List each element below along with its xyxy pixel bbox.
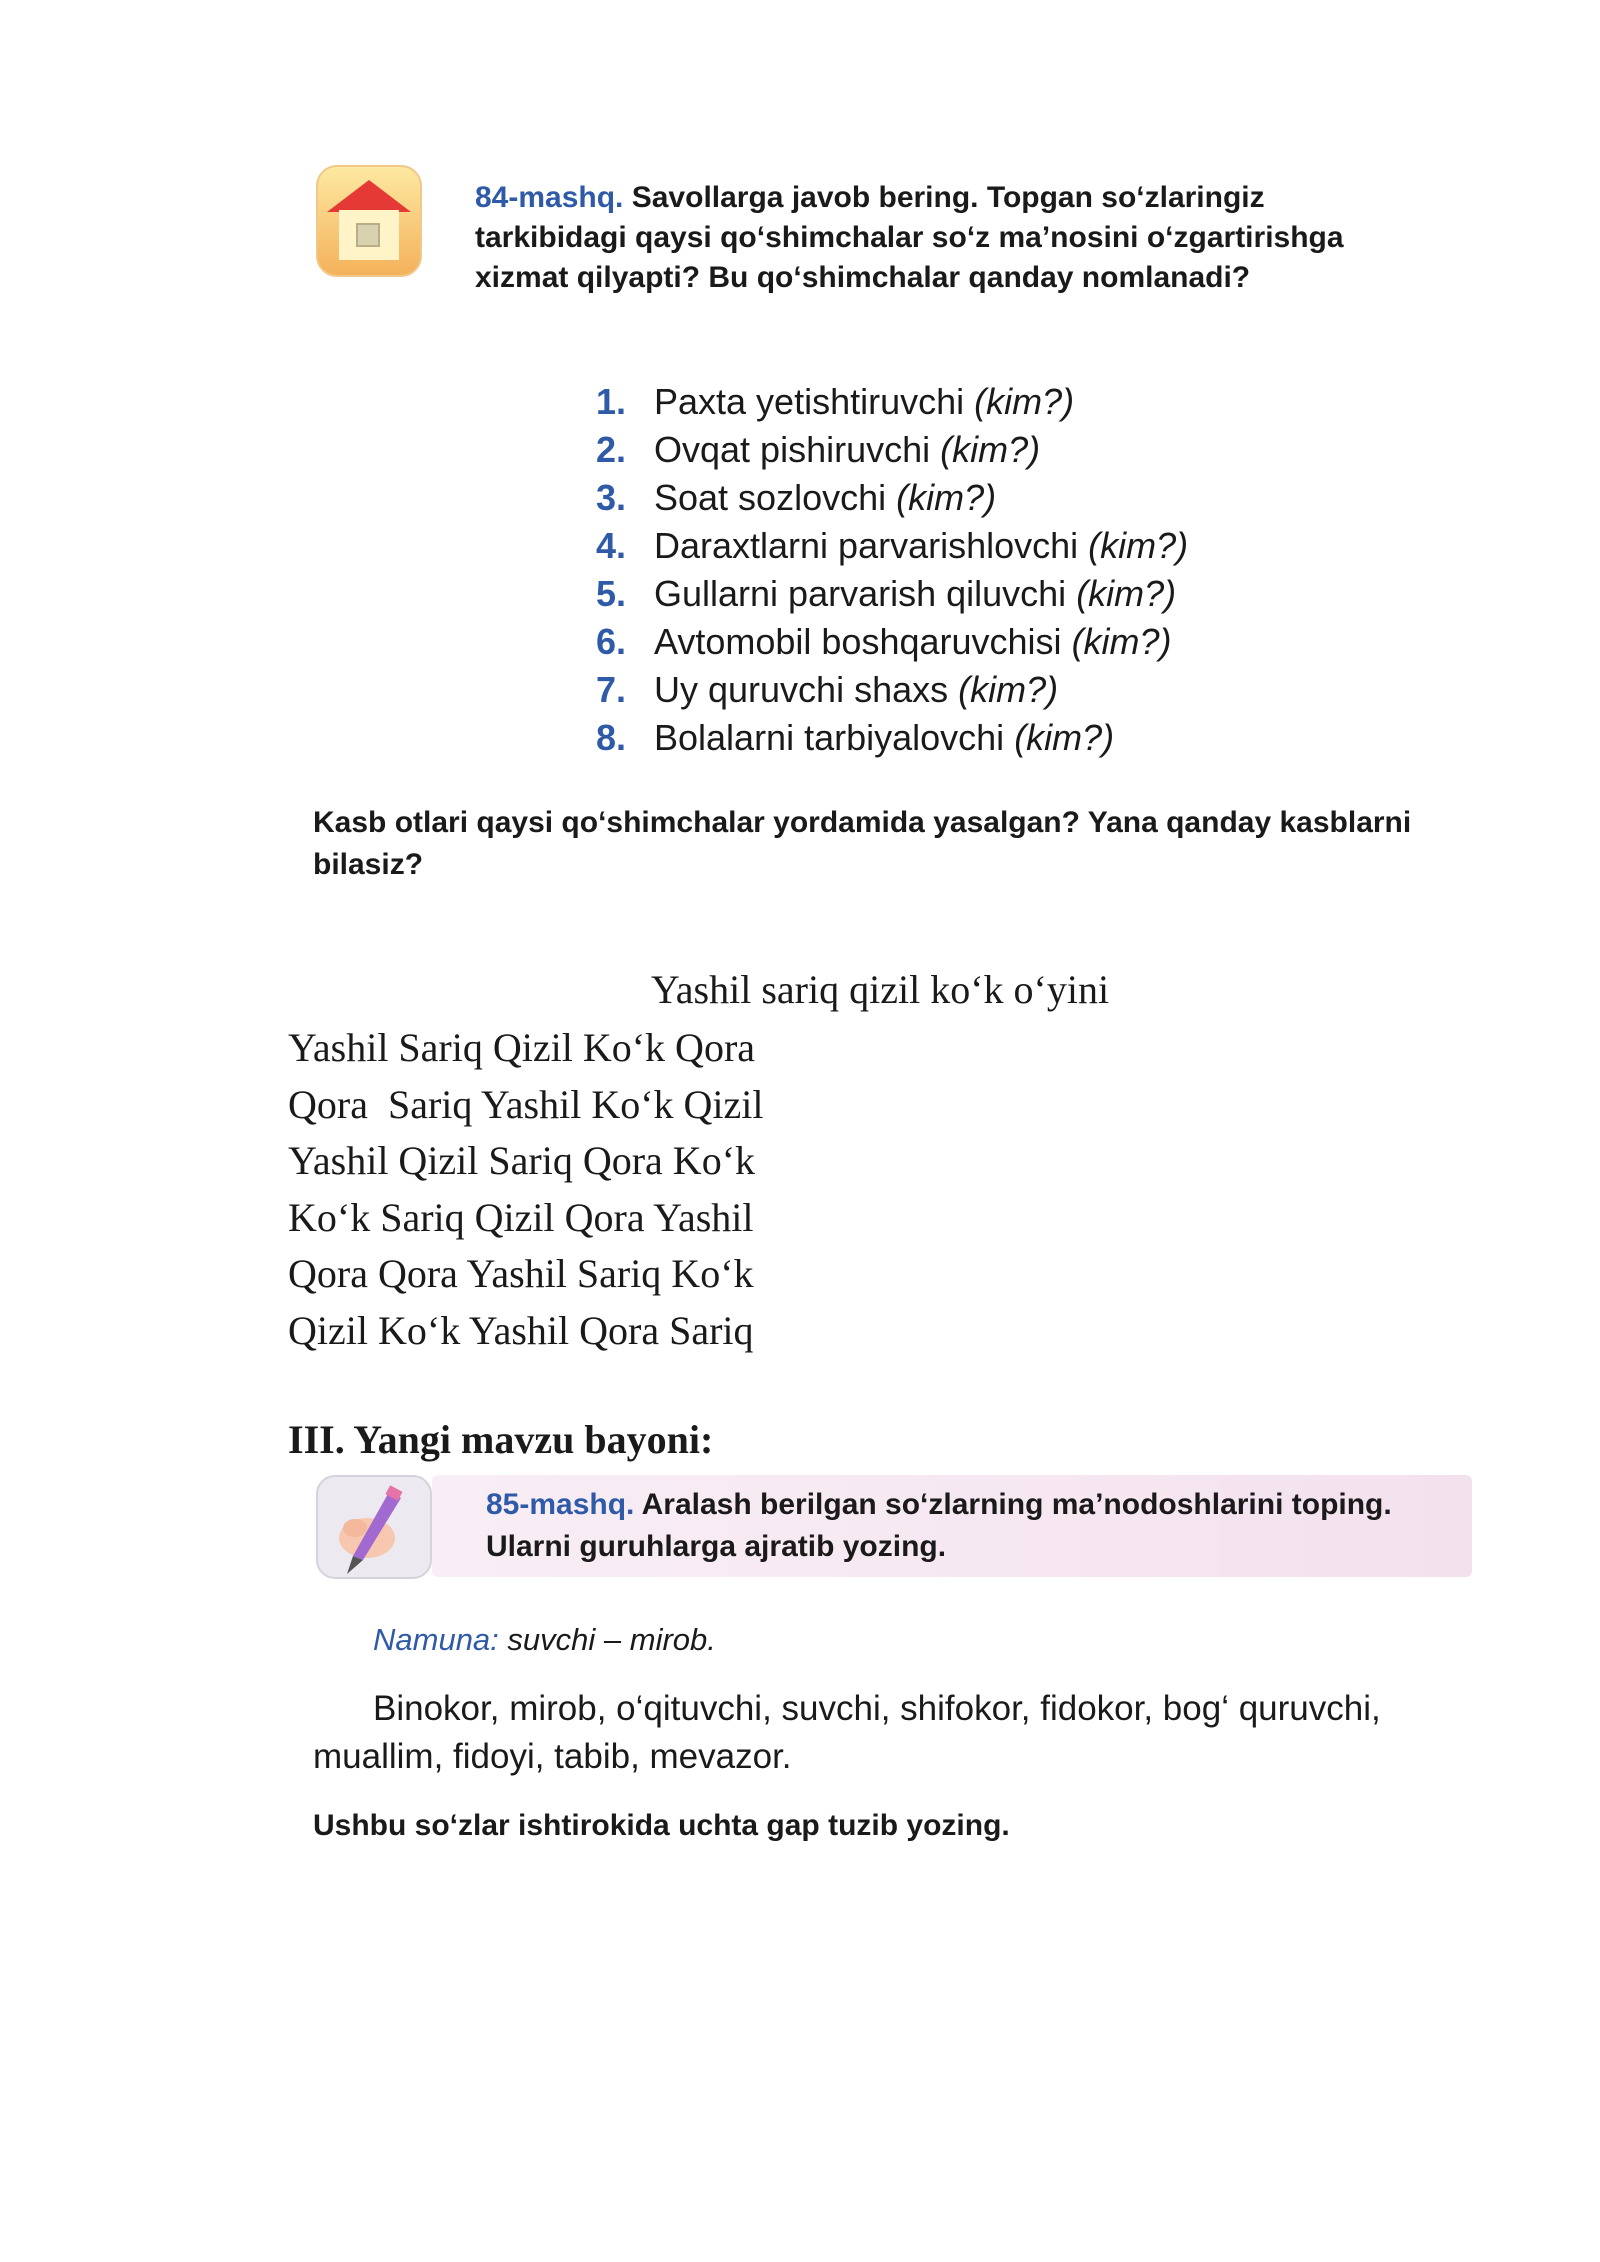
exercise-85-task: Ushbu so‘zlar ishtirokida uchta gap tuzib yozing. [313,1809,1010,1842]
game-rows [288,1020,764,1360]
question-number: 8. [596,717,627,758]
question-item [596,666,1188,714]
game-row: Ko‘k Sariq Qizil Qora Yashil [288,1194,754,1240]
exercise-number: 84-mashq. [475,181,624,214]
question-hint: (kim?) [1014,717,1115,758]
question-text: Paxta yetishtiruvchi [654,381,975,422]
question-number: 3. [596,477,627,518]
word-list-paragraph: Binokor, mirob, o‘qituvchi, suvchi, shifokor, fidokor, bog‘ quruvchi, muallim, fidoyi, tabib, mevazor. [313,1689,1381,1776]
question-list [596,378,1188,762]
question-item [596,426,1188,474]
sample-text: suvchi – mirob. [507,1622,716,1657]
exercise-prompt: Aralash berilgan so‘zlarning ma’nodoshlarini toping. Ularni guruhlarga ajratib yozing. [486,1488,1392,1563]
question-hint: (kim?) [974,381,1075,422]
exercise-84-prompt [475,178,1420,298]
question-hint: (kim?) [1076,573,1177,614]
question-number: 4. [596,525,627,566]
question-text: Bolalarni tarbiyalovchi [654,717,1015,758]
exercise-prompt: Savollarga javob bering. Topgan so‘zlaringiz tarkibidagi qaysi qo‘shimchalar so‘z ma’nosini o‘zgartirishga xizmat qilyapti? Bu qo‘shimchalar qanday nomlanadi? [475,181,1344,294]
question-hint: (kim?) [1088,525,1189,566]
game-row: Qora Sariq Yashil Ko‘k Qizil [288,1081,764,1127]
question-item [596,474,1188,522]
question-hint: (kim?) [1071,621,1172,662]
question-item [596,618,1188,666]
question-text: Gullarni parvarish qiluvchi [654,573,1077,614]
exercise-84-question: Kasb otlari qaysi qo‘shimchalar yordamida yasalgan? Yana qanday kasblarni bilasiz? [313,806,1412,881]
question-text: Avtomobil boshqaruvchisi [654,621,1072,662]
question-text: Soat sozlovchi [654,477,897,518]
game-row: Qora Qora Yashil Sariq Ko‘k [288,1251,754,1297]
question-text: Uy quruvchi shaxs [654,669,959,710]
question-item [596,522,1188,570]
question-number: 1. [596,381,627,422]
game-row: Yashil Qizil Sariq Qora Ko‘k [288,1138,756,1184]
sample-line [373,1618,716,1662]
game-row: Qizil Ko‘k Yashil Qora Sariq [288,1307,754,1353]
question-number: 7. [596,669,627,710]
home-icon [313,162,425,280]
exercise-number: 85-mashq. [486,1488,635,1521]
question-text: Ovqat pishiruvchi [654,429,941,470]
exercise-85-prompt [486,1484,1476,1568]
sample-label: Namuna: [373,1622,499,1657]
section-title: III. Yangi mavzu bayoni: [288,1417,714,1462]
question-number: 2. [596,429,627,470]
question-item [596,570,1188,618]
pencil-hand-icon [313,1472,435,1582]
question-text: Daraxtlarni parvarishlovchi [654,525,1089,566]
question-hint: (kim?) [958,669,1059,710]
game-row: Yashil Sariq Qizil Ko‘k Qora [288,1025,756,1070]
question-number: 6. [596,621,627,662]
question-number: 5. [596,573,627,614]
question-item [596,378,1188,426]
question-item [596,714,1188,762]
game-title: Yashil sariq qizil ko‘k o‘yini [650,967,1110,1012]
question-hint: (kim?) [940,429,1041,470]
question-hint: (kim?) [896,477,997,518]
